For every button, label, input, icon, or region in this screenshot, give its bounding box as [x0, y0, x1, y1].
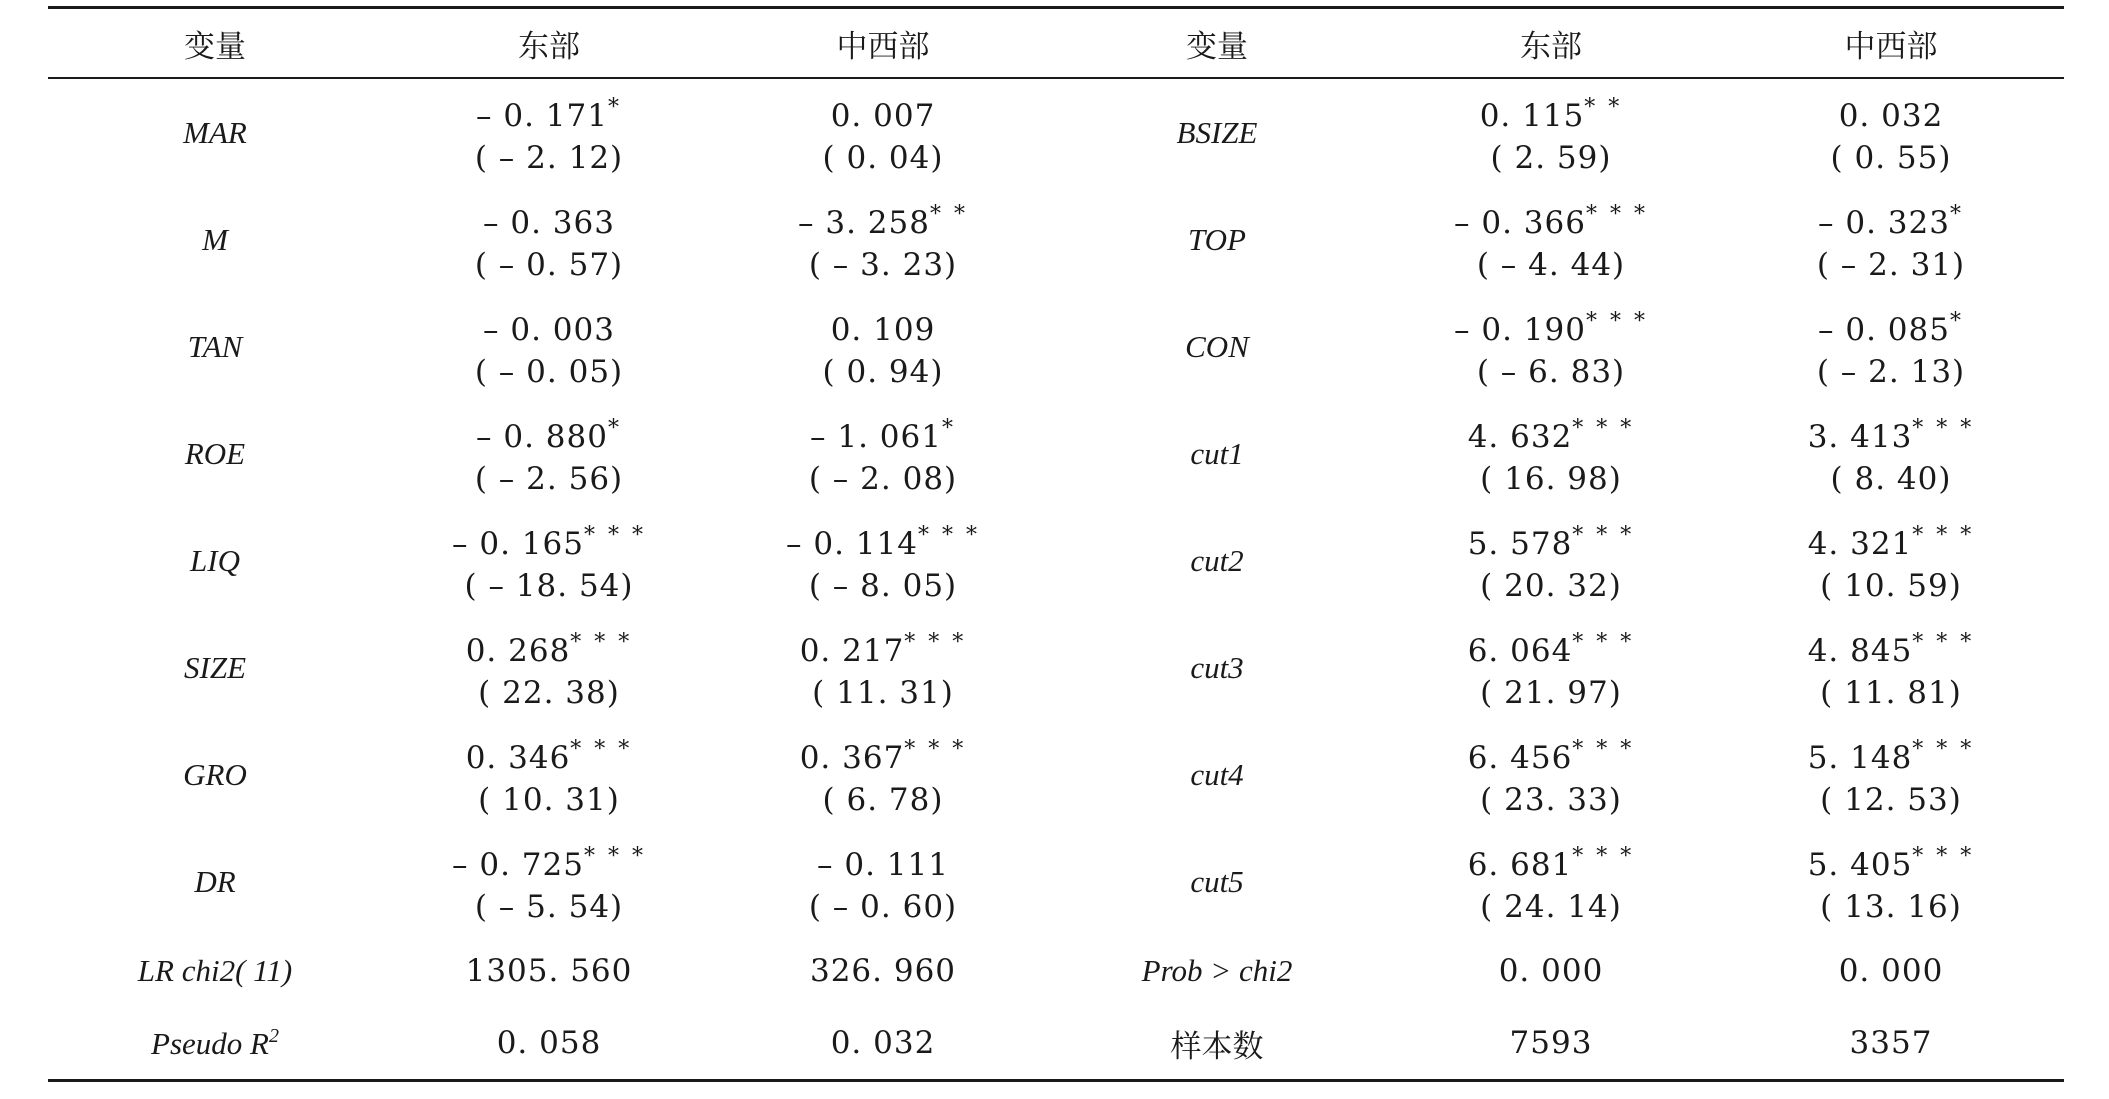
midwest-cell-left — [716, 614, 1050, 721]
lr-chi2-label: LR chi2( 11) — [137, 953, 293, 988]
coefficient: – 3. 258 — [798, 204, 930, 241]
t-statistic: ( 2. 59) — [1490, 139, 1612, 176]
midwest-cell-right-line — [1718, 301, 2064, 351]
t-statistic: ( – 3. 23) — [808, 246, 958, 283]
significance-stars: * * * — [904, 629, 967, 655]
significance-stars: * * * — [1912, 629, 1975, 655]
east-cell-right — [1384, 293, 1718, 400]
table-row — [48, 721, 2064, 828]
t-statistic: ( 23. 33) — [1480, 781, 1622, 818]
lr-chi2-east: 1305. 560 — [465, 953, 633, 989]
east-cell-left-line — [382, 515, 716, 565]
significance-stars: * * * — [570, 629, 633, 655]
variable-name-right: TOP — [1187, 221, 1246, 257]
t-statistic: ( – 0. 60) — [808, 888, 958, 925]
significance-stars: * — [941, 415, 956, 441]
midwest-cell-right — [1718, 400, 2064, 507]
east-cell-right-line — [1384, 729, 1718, 779]
coefficient: – 0. 114 — [786, 525, 918, 562]
variable-name-right: cut4 — [1190, 756, 1244, 792]
sample-size-midwest: 3357 — [1849, 1025, 1933, 1061]
midwest-cell-right-line — [1718, 622, 2064, 672]
t-statistic: ( – 0. 05) — [474, 353, 624, 390]
significance-stars: * * * — [1585, 201, 1648, 227]
east-cell-right-line — [1384, 194, 1718, 244]
midwest-cell-left-line — [716, 301, 1050, 351]
significance-stars: * * * — [1912, 415, 1975, 441]
coefficient: 3. 413 — [1807, 418, 1913, 455]
midwest-cell-left-line — [716, 515, 1050, 565]
significance-stars: * * * — [1585, 308, 1648, 334]
significance-stars: * * — [1584, 94, 1623, 120]
east-cell-left-line — [382, 408, 716, 458]
header-variable-right: 变量 — [1186, 28, 1248, 65]
t-statistic: ( – 2. 08) — [808, 460, 958, 497]
midwest-cell-right — [1718, 507, 2064, 614]
midwest-cell-left — [716, 507, 1050, 614]
table-row — [48, 507, 2064, 614]
t-statistic: ( – 18. 54) — [464, 567, 634, 604]
variable-name-left: LIQ — [190, 542, 240, 578]
variable-name-left: M — [202, 221, 228, 257]
coefficient: 6. 681 — [1467, 846, 1573, 883]
t-statistic: ( 13. 16) — [1820, 888, 1962, 925]
east-cell-left — [382, 400, 716, 507]
east-cell-left-line — [382, 301, 716, 351]
t-statistic: ( 16. 98) — [1480, 460, 1622, 497]
coefficient: 0. 346 — [465, 739, 571, 776]
coefficient: – 0. 880 — [476, 418, 608, 455]
east-cell-right — [1384, 721, 1718, 828]
coefficient: 0. 217 — [799, 632, 905, 669]
midwest-cell-right — [1718, 721, 2064, 828]
header-midwest-left: 中西部 — [836, 28, 930, 65]
significance-stars: * * * — [583, 522, 646, 548]
header-east-right: 东部 — [1520, 28, 1582, 65]
coefficient: – 0. 725 — [452, 846, 584, 883]
coefficient: – 0. 171 — [476, 97, 608, 134]
table-row — [48, 828, 2064, 935]
significance-stars: * * * — [1572, 522, 1635, 548]
significance-stars: * — [607, 415, 622, 441]
significance-stars: * — [1949, 308, 1964, 334]
variable-name-right: cut2 — [1190, 542, 1244, 578]
pseudo-r2-midwest: 0. 032 — [830, 1025, 936, 1061]
table-row — [48, 614, 2064, 721]
header-variable-left: 变量 — [184, 28, 246, 65]
significance-stars: * * * — [904, 736, 967, 762]
midwest-cell-right — [1718, 828, 2064, 935]
coefficient: 4. 845 — [1807, 632, 1913, 669]
coefficient: – 0. 085 — [1818, 311, 1950, 348]
variable-name-right: CON — [1185, 328, 1249, 364]
t-statistic: ( – 2. 31) — [1816, 246, 1966, 283]
prob-chi2-east: 0. 000 — [1498, 953, 1604, 989]
coefficient: 0. 032 — [1838, 97, 1944, 134]
variable-name-right: cut5 — [1190, 863, 1244, 899]
sample-size-label: 样本数 — [1170, 1028, 1264, 1065]
midwest-cell-left — [716, 721, 1050, 828]
pseudo-r2-exponent: 2 — [268, 1024, 279, 1047]
midwest-cell-right-line — [1718, 87, 2064, 137]
t-statistic: ( 22. 38) — [478, 674, 620, 711]
coefficient: – 1. 061 — [810, 418, 942, 455]
t-statistic: ( – 8. 05) — [808, 567, 958, 604]
east-cell-right-line — [1384, 301, 1718, 351]
midwest-cell-left — [716, 78, 1050, 186]
header-midwest-right: 中西部 — [1844, 28, 1938, 65]
variable-name-right: BSIZE — [1176, 114, 1258, 150]
lr-chi2-midwest: 326. 960 — [809, 953, 957, 989]
prob-chi2-midwest: 0. 000 — [1838, 953, 1944, 989]
coefficient: – 0. 366 — [1454, 204, 1586, 241]
significance-stars: * * * — [1572, 843, 1635, 869]
significance-stars: * * * — [1572, 736, 1635, 762]
t-statistic: ( 20. 32) — [1480, 567, 1622, 604]
east-cell-left-line — [382, 836, 716, 886]
midwest-cell-right-line — [1718, 194, 2064, 244]
east-cell-left — [382, 186, 716, 293]
t-statistic: ( 0. 55) — [1830, 139, 1952, 176]
pseudo-r2-east: 0. 058 — [496, 1025, 602, 1061]
east-cell-left — [382, 507, 716, 614]
coefficient: – 0. 111 — [817, 846, 949, 883]
t-statistic: ( 24. 14) — [1480, 888, 1622, 925]
significance-stars: * * * — [1912, 843, 1975, 869]
pseudo-r2-row — [48, 1007, 2064, 1081]
table-row — [48, 186, 2064, 293]
table-row — [48, 400, 2064, 507]
east-cell-left — [382, 721, 716, 828]
significance-stars: * * — [929, 201, 968, 227]
t-statistic: ( – 2. 56) — [474, 460, 624, 497]
variable-name-left: MAR — [183, 114, 247, 150]
t-statistic: ( – 4. 44) — [1476, 246, 1626, 283]
significance-stars: * * * — [1912, 736, 1975, 762]
coefficient: 0. 367 — [799, 739, 905, 776]
pseudo-r2-text: Pseudo R — [151, 1025, 269, 1061]
midwest-cell-left-line — [716, 87, 1050, 137]
midwest-cell-right — [1718, 293, 2064, 400]
header-row — [48, 8, 2064, 79]
east-cell-left — [382, 614, 716, 721]
significance-stars: * — [607, 94, 622, 120]
east-cell-left — [382, 78, 716, 186]
t-statistic: ( – 2. 13) — [1816, 353, 1966, 390]
significance-stars: * * * — [1572, 629, 1635, 655]
coefficient: – 0. 003 — [483, 311, 615, 348]
coefficient: 5. 148 — [1807, 739, 1913, 776]
variable-name-right: cut1 — [1190, 435, 1244, 471]
t-statistic: ( 11. 81) — [1820, 674, 1962, 711]
coefficient: 0. 268 — [465, 632, 571, 669]
t-statistic: ( – 6. 83) — [1476, 353, 1626, 390]
coefficient: – 0. 323 — [1818, 204, 1950, 241]
midwest-cell-left — [716, 293, 1050, 400]
east-cell-right — [1384, 614, 1718, 721]
coefficient: 5. 578 — [1467, 525, 1573, 562]
t-statistic: ( 10. 59) — [1820, 567, 1962, 604]
t-statistic: ( – 2. 12) — [474, 139, 624, 176]
t-statistic: ( 11. 31) — [812, 674, 954, 711]
coefficient: 0. 007 — [830, 97, 936, 134]
coefficient: – 0. 363 — [483, 204, 615, 241]
variable-name-left: SIZE — [184, 649, 246, 685]
table-row — [48, 78, 2064, 186]
t-statistic: ( 12. 53) — [1820, 781, 1962, 818]
results-table — [48, 6, 2064, 1082]
t-statistic: ( 21. 97) — [1480, 674, 1622, 711]
midwest-cell-right-line — [1718, 729, 2064, 779]
prob-chi2-label: Prob > chi2 — [1141, 953, 1293, 988]
t-statistic: ( 6. 78) — [822, 781, 944, 818]
east-cell-left — [382, 293, 716, 400]
variable-name-left: GRO — [183, 756, 247, 792]
east-cell-left-line — [382, 194, 716, 244]
midwest-cell-left-line — [716, 622, 1050, 672]
coefficient: 0. 115 — [1479, 97, 1585, 134]
coefficient: – 0. 190 — [1454, 311, 1586, 348]
midwest-cell-right — [1718, 614, 2064, 721]
midwest-cell-right — [1718, 78, 2064, 186]
midwest-cell-left — [716, 828, 1050, 935]
east-cell-right-line — [1384, 408, 1718, 458]
variable-name-left: ROE — [184, 435, 246, 471]
coefficient: 4. 632 — [1467, 418, 1573, 455]
midwest-cell-left-line — [716, 729, 1050, 779]
coefficient: 0. 109 — [830, 311, 936, 348]
significance-stars: * * * — [1572, 415, 1635, 441]
coefficient: 5. 405 — [1807, 846, 1913, 883]
east-cell-left — [382, 828, 716, 935]
coefficient: 6. 064 — [1467, 632, 1573, 669]
significance-stars: * * * — [1912, 522, 1975, 548]
t-statistic: ( 10. 31) — [478, 781, 620, 818]
east-cell-right-line — [1384, 515, 1718, 565]
significance-stars: * — [1949, 201, 1964, 227]
east-cell-right — [1384, 507, 1718, 614]
east-cell-right-line — [1384, 836, 1718, 886]
midwest-cell-right-line — [1718, 408, 2064, 458]
table-row — [48, 293, 2064, 400]
east-cell-left-line — [382, 622, 716, 672]
midwest-cell-right-line — [1718, 515, 2064, 565]
east-cell-right-line — [1384, 87, 1718, 137]
significance-stars: * * * — [917, 522, 980, 548]
coefficient: 4. 321 — [1807, 525, 1913, 562]
significance-stars: * * * — [570, 736, 633, 762]
midwest-cell-left-line — [716, 836, 1050, 886]
header-east-left: 东部 — [518, 28, 580, 65]
t-statistic: ( 0. 94) — [822, 353, 944, 390]
pseudo-r2-label — [48, 1007, 382, 1081]
t-statistic: ( 0. 04) — [822, 139, 944, 176]
east-cell-left-line — [382, 729, 716, 779]
lr-chi2-row — [48, 935, 2064, 1007]
t-statistic: ( – 5. 54) — [474, 888, 624, 925]
variable-name-left: DR — [194, 863, 236, 899]
east-cell-left-line — [382, 87, 716, 137]
significance-stars: * * * — [583, 843, 646, 869]
midwest-cell-right — [1718, 186, 2064, 293]
variable-name-left: TAN — [187, 328, 243, 364]
sample-size-east: 7593 — [1509, 1025, 1593, 1061]
regression-table — [48, 6, 2064, 1082]
east-cell-right — [1384, 400, 1718, 507]
east-cell-right — [1384, 186, 1718, 293]
midwest-cell-right-line — [1718, 836, 2064, 886]
midwest-cell-left-line — [716, 194, 1050, 244]
east-cell-right-line — [1384, 622, 1718, 672]
midwest-cell-left — [716, 186, 1050, 293]
east-cell-right — [1384, 828, 1718, 935]
t-statistic: ( 8. 40) — [1830, 460, 1952, 497]
coefficient: 6. 456 — [1467, 739, 1573, 776]
east-cell-right — [1384, 78, 1718, 186]
coefficient: – 0. 165 — [452, 525, 584, 562]
midwest-cell-left — [716, 400, 1050, 507]
t-statistic: ( – 0. 57) — [474, 246, 624, 283]
midwest-cell-left-line — [716, 408, 1050, 458]
variable-name-right: cut3 — [1190, 649, 1244, 685]
